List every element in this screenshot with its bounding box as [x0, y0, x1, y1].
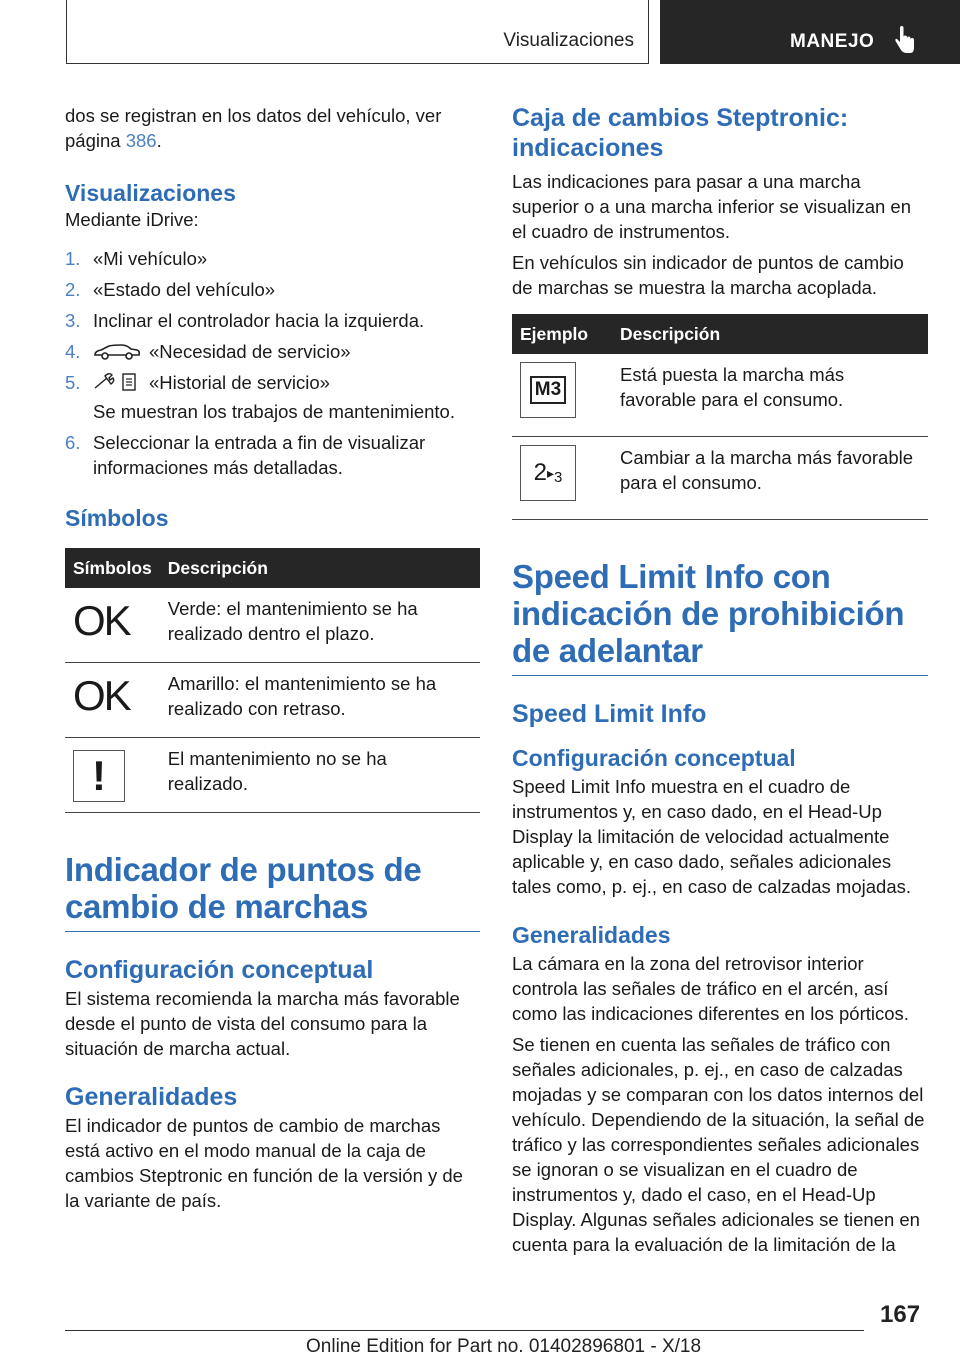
gear-main: 2 — [533, 459, 547, 486]
table-header-symbol: Símbolos — [65, 548, 160, 588]
table-row — [65, 738, 480, 813]
table-row — [65, 663, 480, 738]
step-text: Seleccionar la entrada a fin de visualizar informaciones más detalladas. — [93, 432, 426, 478]
table-header-description: Descripción — [160, 548, 480, 588]
steptronic-text: Las indicaciones para pasar a una marcha superior o a una marcha inferior se visualizan en el cuadro de instrumentos. — [512, 171, 911, 242]
ok-yellow-symbol: OK — [73, 672, 130, 719]
symbols-table — [65, 548, 480, 813]
gear-m3-symbol: M3 — [530, 376, 566, 404]
visualizaciones-heading: Visualizaciones — [65, 180, 236, 206]
shift-arrow-icon: ▸ — [546, 464, 555, 481]
intro-text — [65, 103, 480, 153]
mediante-text: Mediante iDrive: — [65, 209, 199, 230]
exclamation-icon: ! — [92, 752, 106, 799]
simbolos-heading: Símbolos — [65, 505, 169, 531]
section-title: Visualizaciones — [503, 30, 634, 51]
step-number: 5. — [65, 372, 81, 393]
general-text: El indicador de puntos de cambio de marchas está activo en el modo manual de la caja de cambios Steptronic en función de la versión y de la variante de país. — [65, 1115, 463, 1211]
concept-text: Speed Limit Info muestra en el cuadro de instrumentos y, en caso dado, en el Head-Up Display la limitación de velocidad actualmente aplicable y, en caso dado, señales adicionales tales como, p. ej., en caso de calzadas mojadas. — [512, 776, 911, 897]
step-item — [65, 430, 480, 480]
idrive-steps — [65, 246, 480, 480]
table-cell: Cambiar a la marcha más favorable para el consumo. — [612, 437, 928, 520]
step-text: «Necesidad de servicio» — [149, 341, 351, 362]
chapter-tab — [660, 0, 960, 64]
step-text: «Estado del vehículo» — [93, 279, 276, 300]
step-number: 3. — [65, 310, 81, 331]
table-row — [512, 354, 928, 437]
step-number: 6. — [65, 432, 81, 453]
speed-limit-heading: Speed Limit Info con indicación de prohibición de adelantar — [512, 558, 928, 676]
speed-limit-subheading: Speed Limit Info — [512, 700, 707, 728]
left-column — [65, 103, 480, 1213]
hand-pointer-icon — [893, 26, 915, 56]
page-reference-link[interactable]: 386 — [125, 130, 157, 151]
steptronic-text: En vehículos sin indicador de puntos de cambio de marchas se muestra la marcha acoplada. — [512, 252, 904, 298]
steptronic-heading: Caja de cambios Steptronic: indicaciones — [512, 104, 849, 162]
service-history-icon — [93, 372, 141, 392]
gear-target: 3 — [554, 468, 563, 486]
car-icon — [93, 344, 141, 360]
section-tab — [66, 0, 649, 64]
step-text: «Mi vehículo» — [93, 248, 208, 269]
indicator-heading: Indicador de puntos de cambio de marchas — [65, 851, 480, 932]
ok-green-symbol: OK — [73, 597, 130, 644]
page-number: 167 — [880, 1301, 921, 1328]
table-cell: El mantenimiento no se ha realizado. — [160, 738, 480, 813]
concept-heading: Configuración conceptual — [512, 745, 796, 771]
general-text: Se tienen en cuenta las señales de tráfico con señales adicionales, p. ej., en caso de calzadas mojadas y se comparan con los datos internos del vehículo. Dependiendo de la situación, la señal de tráfico y las correspondientes señales adicionales se ignoran o se visualizan en el cuadro de instrumentos y, dado el caso, en el Head-Up Display. Algunas señales adicionales se tienen en cuenta para la evaluación de la limitación de la — [512, 1034, 925, 1255]
right-column — [512, 103, 928, 1257]
concept-text: El sistema recomienda la marcha más favorable desde el punto de vista del consumo para la situación de marcha actual. — [65, 988, 460, 1059]
step-item — [65, 246, 480, 271]
table-row — [65, 588, 480, 663]
step-number: 4. — [65, 341, 81, 362]
step-number: 2. — [65, 279, 81, 300]
example-table — [512, 314, 928, 520]
footer-divider — [65, 1330, 864, 1331]
gear-shift-symbol — [520, 445, 576, 501]
step-item — [65, 277, 480, 302]
edition-text: Online Edition for Part no. 01402896801 - X/18 — [306, 1336, 702, 1357]
table-cell: Está puesta la marcha más favorable para el consumo. — [612, 354, 928, 437]
step-item — [65, 370, 480, 424]
step-item — [65, 308, 480, 333]
general-heading: Generalidades — [512, 922, 671, 948]
intro-line-prefix: página — [65, 130, 126, 151]
step-number: 1. — [65, 248, 81, 269]
table-header-description: Descripción — [612, 314, 928, 354]
table-cell: Amarillo: el mantenimiento se ha realizado con retraso. — [160, 663, 480, 738]
step-text: Inclinar el controlador hacia la izquierda. — [93, 310, 425, 331]
general-text: La cámara en la zona del retrovisor interior controla las señales de tráfico en el arcén, así como las indicaciones diferentes en los pórticos. — [512, 953, 909, 1024]
table-header-example: Ejemplo — [512, 314, 612, 354]
page-header — [0, 0, 960, 66]
chapter-title: MANEJO — [790, 31, 875, 52]
table-row — [512, 437, 928, 520]
step-text: «Historial de servicio» — [149, 372, 330, 393]
step-note: Se muestran los trabajos de mantenimiento. — [93, 401, 455, 422]
concept-heading: Configuración conceptual — [65, 956, 374, 984]
step-item — [65, 339, 480, 364]
intro-line: dos se registran en los datos del vehículo, ver — [65, 105, 442, 126]
table-cell: Verde: el mantenimiento se ha realizado dentro el plazo. — [160, 588, 480, 663]
intro-line-suffix: . — [156, 130, 162, 151]
general-heading: Generalidades — [65, 1083, 238, 1111]
